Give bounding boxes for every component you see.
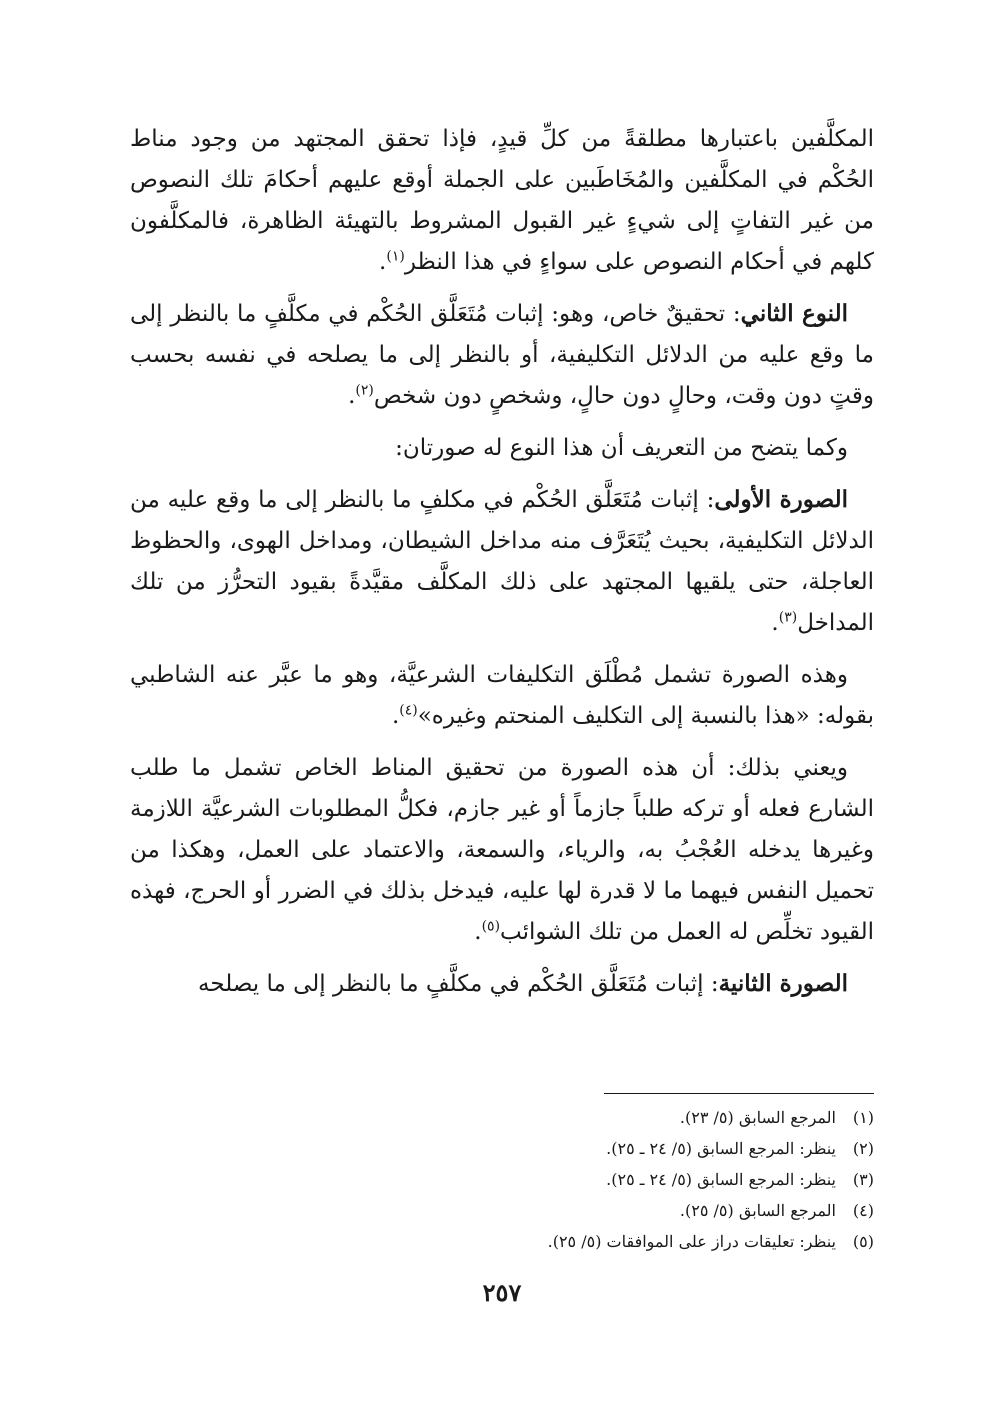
paragraph-text: : إثبات مُتَعَلَّق الحُكْم في مكلَّفٍ ما بالنظر إلى ما يصلحه: [198, 971, 719, 997]
paragraph-text: وكما يتضح من التعريف أن هذا النوع له صورتان:: [395, 435, 848, 461]
paragraph-lead: النوع الثاني: [740, 300, 848, 327]
paragraph-5: [130, 654, 874, 737]
footnote-text: المرجع السابق (٥/ ٢٥).: [679, 1201, 836, 1220]
footnote-ref-5[interactable]: (٥): [481, 918, 501, 935]
footnote-ref-1[interactable]: (١): [386, 248, 405, 265]
paragraph-end: .: [348, 383, 356, 409]
footnote-number: (٥): [852, 1232, 874, 1251]
footnote-ref-2[interactable]: (٢): [355, 382, 374, 399]
footnote-number: (١): [852, 1108, 874, 1127]
footnote-number: (٢): [852, 1139, 874, 1158]
paragraph-lead: الصورة الأولى: [714, 486, 849, 513]
paragraph-end: .: [379, 249, 387, 275]
footnote-number: (٣): [852, 1170, 874, 1189]
paragraph-text: ويعني بذلك: أن هذه الصورة من تحقيق المناط الخاص تشمل ما طلب الشارع فعله أو تركه طلباً جازماً أو غير جازم، فكلُّ المطلوبات الشرعيَّة اللازمة وغيرها يدخله العُجْبُ به، والرياء، والسمعة، والاعتماد على العمل، وهكذا من تحميل النفس فيهما ما لا قدرة لها عليه، فيدخل بذلك في الضرر أو الحرج، فهذه القيود تخلِّص له العمل من تلك الشوائب: [130, 755, 875, 945]
paragraph-3: [130, 427, 874, 469]
footnote-ref-4[interactable]: (٤): [399, 702, 418, 719]
paragraph-text: المكلَّفين باعتبارها مطلقةً من كلِّ قيدٍ، فإذا تحقق المجتهد من وجود مناط الحُكْم في المكلَّفين والمُخَاطَبين على الجملة أوقع عليهم أحكامَ تلك النصوص من غير التفاتٍ إلى شيءٍ غير القبول المشروط بالتهيئة الظاهرة، فالمكلَّفون كلهم في أحكام النصوص على سواءٍ في هذا النظر: [130, 126, 875, 275]
paragraph-2: [130, 293, 874, 417]
paragraph-end: .: [391, 703, 400, 729]
footnote-ref-3[interactable]: (٣): [778, 609, 798, 626]
paragraph-6: [130, 747, 874, 953]
footnote-5: [300, 1226, 874, 1257]
paragraph-7: [130, 963, 874, 1005]
footnote-text: ينظر: المرجع السابق (٥/ ٢٤ ـ ٢٥).: [606, 1139, 836, 1158]
footnote-divider: [604, 1093, 874, 1094]
footnote-text: ينظر: المرجع السابق (٥/ ٢٤ ـ ٢٥).: [606, 1170, 836, 1189]
footnote-4: [300, 1195, 874, 1226]
footnotes: [300, 1102, 874, 1257]
paragraph-4: [130, 479, 874, 644]
paragraph-end: .: [474, 919, 482, 945]
paragraph-lead: الصورة الثانية: [718, 970, 848, 997]
paragraph-text: وهذه الصورة تشمل مُطْلَق التكليفات الشرعيَّة، وهو ما عبَّر عنه الشاطبي بقوله: «هذا بالنسبة إلى التكليف المنحتم وغيره»: [130, 662, 874, 729]
footnote-text: ينظر: تعليقات دراز على الموافقات (٥/ ٢٥).: [547, 1232, 836, 1251]
main-text: [130, 118, 874, 1015]
paragraph-text: : إثبات مُتَعَلَّق الحُكْم في مكلفٍ ما بالنظر إلى ما وقع عليه من الدلائل التكليفية، بحيث يُتَعَرَّف منه مداخل الشيطان، ومداخل الهوى، والحظوظ العاجلة، حتى يلقيها المجتهد على ذلك المكلَّف مقيَّدةً بقيود التحرُّز من تلك المداخل: [130, 487, 874, 636]
page-number: ٢٥٧: [482, 1278, 522, 1307]
paragraph-text: : تحقيقٌ خاص، وهو: إثبات مُتَعَلَّق الحُكْم في مكلَّفٍ ما بالنظر إلى ما وقع عليه من الدلائل التكليفية، أو بالنظر إلى ما يصلحه في نفسه بحسب وقتٍ دون وقت، وحالٍ دون حالٍ، وشخصٍ دون شخص: [130, 301, 874, 409]
paragraph-1: [130, 118, 874, 283]
footnote-1: [300, 1102, 874, 1133]
footnote-text: المرجع السابق (٥/ ٢٣).: [679, 1108, 836, 1127]
footnote-3: [300, 1164, 874, 1195]
paragraph-end: .: [771, 610, 779, 636]
footnote-number: (٤): [852, 1201, 874, 1220]
footnote-2: [300, 1133, 874, 1164]
